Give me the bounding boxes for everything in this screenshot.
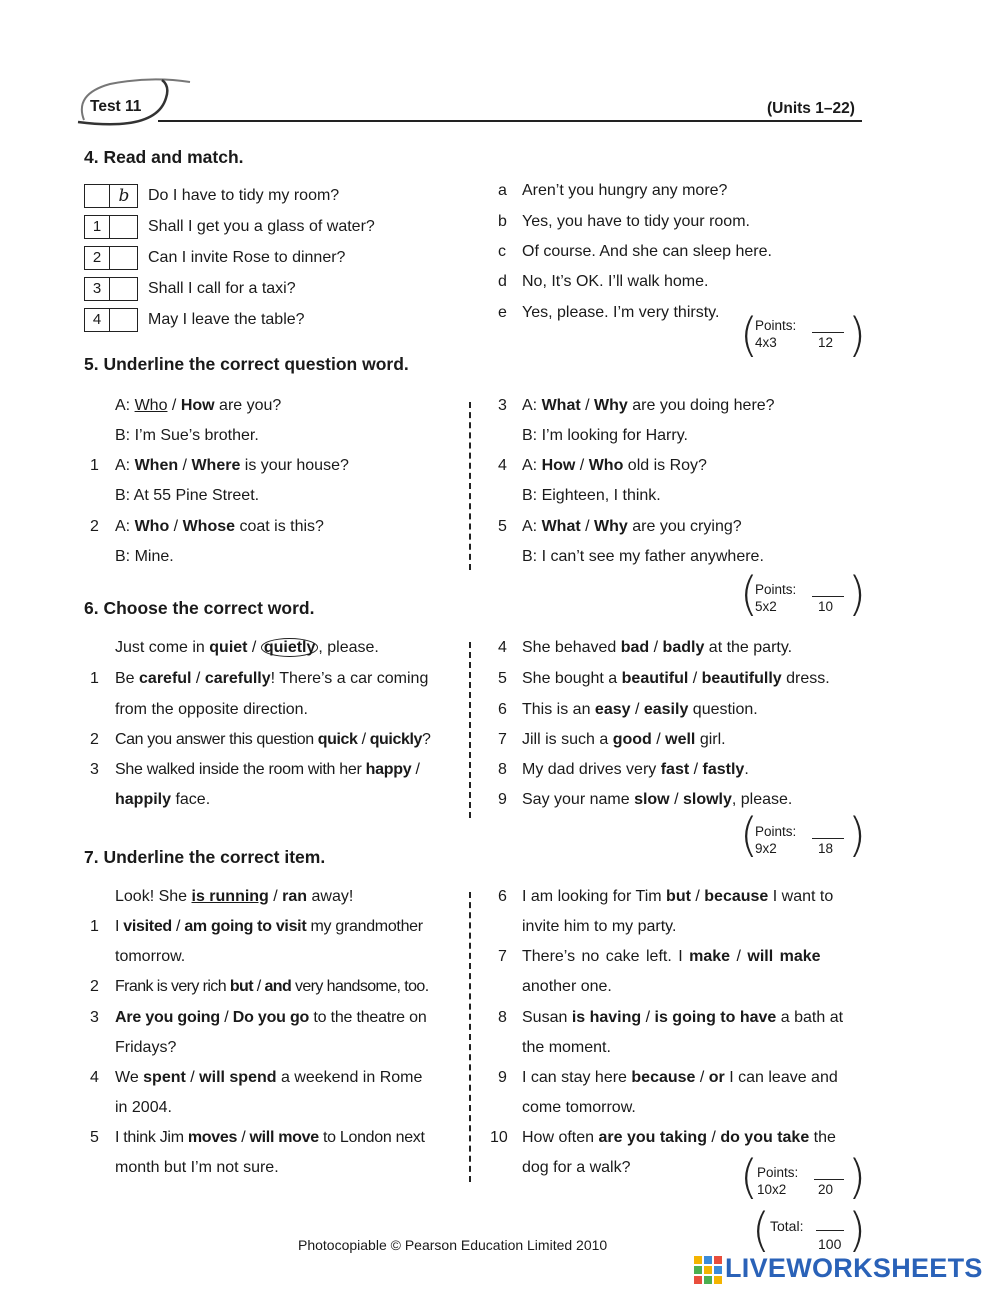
option[interactable]: beautifully bbox=[701, 670, 782, 687]
example-reply: B: I’m Sue’s brother. bbox=[115, 427, 259, 444]
item-number: 5 bbox=[90, 1129, 99, 1146]
item-number: 9 bbox=[498, 791, 507, 808]
question-line: A: When / Where is your house? bbox=[115, 457, 349, 474]
item-number: 1 bbox=[90, 670, 99, 687]
item-line-2: the moment. bbox=[522, 1039, 611, 1056]
item-line: Can you answer this question quick / quickly? bbox=[115, 731, 431, 748]
option[interactable]: will move bbox=[249, 1129, 319, 1146]
total-value: 100 bbox=[818, 1236, 842, 1252]
test-label: Test 11 bbox=[90, 98, 142, 115]
item-number: 7 bbox=[498, 731, 507, 748]
option[interactable]: Do you go bbox=[232, 1009, 310, 1026]
option[interactable]: and bbox=[264, 978, 292, 995]
option[interactable]: easily bbox=[643, 701, 689, 718]
option[interactable]: When bbox=[134, 457, 179, 474]
reply-line: B: Eighteen, I think. bbox=[522, 487, 661, 504]
option[interactable]: Where bbox=[191, 457, 241, 474]
question-number bbox=[85, 185, 109, 207]
option[interactable]: Who bbox=[588, 457, 624, 474]
points-total: 10 bbox=[818, 599, 834, 614]
example-line: Just come in quiet / quietly , please. bbox=[115, 639, 379, 656]
answer-letter: a bbox=[498, 182, 507, 199]
answer-letter: b bbox=[498, 213, 507, 230]
answer-text: Yes, you have to tidy your room. bbox=[522, 213, 750, 230]
item-line: She walked inside the room with her happy / bbox=[115, 761, 420, 778]
item-line: Frank is very rich but / and very handsome, too. bbox=[115, 978, 429, 995]
item-line: How often are you taking / do you take the bbox=[522, 1129, 836, 1146]
column-divider bbox=[469, 892, 471, 1182]
item-line-2: tomorrow. bbox=[115, 948, 186, 965]
option[interactable]: badly bbox=[662, 639, 705, 656]
option[interactable]: slow bbox=[634, 791, 670, 808]
answer-value bbox=[111, 247, 137, 269]
option[interactable]: but bbox=[229, 978, 253, 995]
item-number: 3 bbox=[498, 397, 507, 414]
points-label: Points: bbox=[755, 824, 797, 839]
points-calc: 4x3 bbox=[755, 335, 777, 350]
item-line: Susan is having / is going to have a bath at bbox=[522, 1009, 844, 1026]
item-line: Say your name slow / slowly, please. bbox=[522, 791, 793, 808]
question-text: Can I invite Rose to dinner? bbox=[148, 249, 346, 266]
points-calc: 5x2 bbox=[755, 599, 777, 614]
item-line: This is an easy / easily question. bbox=[522, 701, 758, 718]
option[interactable]: moves bbox=[187, 1129, 238, 1146]
option[interactable]: good bbox=[612, 731, 652, 748]
item-number: 2 bbox=[90, 731, 99, 748]
item-number: 1 bbox=[90, 457, 99, 474]
item-line: She behaved bad / badly at the party. bbox=[522, 639, 793, 656]
option[interactable]: Why bbox=[594, 518, 628, 535]
item-number: 5 bbox=[498, 518, 507, 535]
item-number: 1 bbox=[90, 918, 99, 935]
points-label: Points: bbox=[755, 582, 797, 597]
item-line-2: another one. bbox=[522, 978, 612, 995]
column-divider bbox=[469, 642, 471, 818]
item-line: Be careful / carefully! There’s a car coming bbox=[115, 670, 429, 687]
option[interactable]: because bbox=[704, 888, 769, 905]
section-title: 4. Read and match. bbox=[84, 147, 244, 167]
answer-text: Of course. And she can sleep here. bbox=[522, 243, 772, 260]
answer-value bbox=[111, 309, 137, 331]
option[interactable]: bad bbox=[620, 639, 650, 656]
answer-box[interactable] bbox=[84, 246, 138, 270]
question-text: Do I have to tidy my room? bbox=[148, 187, 340, 204]
option[interactable]: spent bbox=[143, 1069, 186, 1086]
item-line: Jill is such a good / well girl. bbox=[522, 731, 726, 748]
option[interactable]: happy bbox=[365, 761, 412, 778]
item-line: We spent / will spend a weekend in Rome bbox=[115, 1069, 423, 1086]
item-number: 2 bbox=[90, 978, 99, 995]
answer-text: Aren’t you hungry any more? bbox=[522, 182, 728, 199]
item-line: I am looking for Tim but / because I want to bbox=[522, 888, 834, 905]
reply-line: B: I can’t see my father anywhere. bbox=[522, 548, 764, 565]
item-line-2: happily face. bbox=[115, 791, 211, 808]
copyright: Photocopiable © Pearson Education Limited 2010 bbox=[298, 1237, 608, 1253]
item-line-2: dog for a walk? bbox=[522, 1159, 631, 1176]
option[interactable]: will spend bbox=[199, 1069, 277, 1086]
option[interactable]: make bbox=[689, 948, 731, 965]
option[interactable]: Why bbox=[594, 397, 628, 414]
item-line: She bought a beautiful / beautifully dress. bbox=[522, 670, 830, 687]
option[interactable]: Are you going bbox=[115, 1009, 220, 1026]
option[interactable]: Who bbox=[134, 518, 170, 535]
item-number: 4 bbox=[90, 1069, 99, 1086]
item-number: 3 bbox=[90, 1009, 99, 1026]
question-number: 4 bbox=[92, 311, 102, 328]
points-total: 12 bbox=[818, 335, 834, 350]
header-swoosh bbox=[70, 70, 870, 130]
units-label: (Units 1–22) bbox=[767, 100, 855, 117]
question-line: A: What / Why are you doing here? bbox=[522, 397, 775, 414]
points-calc: 9x2 bbox=[755, 841, 777, 856]
section-title: 6. Choose the correct word. bbox=[84, 598, 315, 618]
item-number: 4 bbox=[498, 457, 507, 474]
points-label: Points: bbox=[755, 318, 797, 333]
points-total: 18 bbox=[818, 841, 834, 856]
question-text: Shall I get you a glass of water? bbox=[148, 218, 375, 235]
answer-box[interactable] bbox=[84, 308, 138, 332]
option[interactable]: because bbox=[631, 1069, 696, 1086]
points-label: Points: bbox=[757, 1165, 799, 1180]
answer-box[interactable] bbox=[84, 215, 138, 239]
answer-letter: c bbox=[498, 243, 506, 260]
liveworksheets-grid-icon bbox=[694, 1256, 722, 1284]
column-divider bbox=[469, 402, 471, 570]
item-line-2: Fridays? bbox=[115, 1039, 177, 1056]
item-number: 10 bbox=[490, 1129, 508, 1146]
option[interactable]: beautiful bbox=[621, 670, 689, 687]
option[interactable]: What bbox=[541, 397, 581, 414]
item-line-2: in 2004. bbox=[115, 1099, 172, 1116]
answer-text: No, It’s OK. I’ll walk home. bbox=[522, 273, 709, 290]
item-line: My dad drives very fast / fastly. bbox=[522, 761, 749, 778]
option[interactable]: Whose bbox=[182, 518, 236, 535]
reply-line: B: Mine. bbox=[115, 548, 174, 565]
question-line: A: How / Who old is Roy? bbox=[522, 457, 707, 474]
item-number: 4 bbox=[498, 639, 507, 656]
item-number: 7 bbox=[498, 948, 507, 965]
item-line-2: from the opposite direction. bbox=[115, 701, 308, 718]
answer-text: Yes, please. I’m very thirsty. bbox=[522, 304, 720, 321]
brand-name: LIVEWORKSHEETS bbox=[725, 1253, 983, 1283]
question-number: 1 bbox=[92, 218, 102, 235]
option[interactable]: easy bbox=[594, 701, 631, 718]
item-number: 9 bbox=[498, 1069, 507, 1086]
option[interactable]: slowly bbox=[682, 791, 732, 808]
question-line: A: What / Why are you crying? bbox=[522, 518, 742, 535]
item-line: I can stay here because / or I can leave and bbox=[522, 1069, 838, 1086]
option[interactable]: is going to have bbox=[654, 1009, 777, 1026]
answer-value: b bbox=[118, 186, 130, 206]
option[interactable]: carefully bbox=[204, 670, 271, 687]
question-text: May I leave the table? bbox=[148, 311, 305, 328]
option[interactable]: quick bbox=[317, 731, 358, 748]
answer-letter: e bbox=[498, 304, 507, 321]
option[interactable]: will make bbox=[747, 948, 821, 965]
item-number: 2 bbox=[90, 518, 99, 535]
example-question: A: Who / How are you? bbox=[115, 397, 282, 414]
points-total: 20 bbox=[818, 1182, 834, 1197]
item-number: 6 bbox=[498, 888, 507, 905]
option[interactable]: or bbox=[708, 1069, 725, 1086]
item-line: There’s no cake left. I make / will make bbox=[522, 948, 821, 965]
item-line-2: come tomorrow. bbox=[522, 1099, 636, 1116]
question-line: A: Who / Whose coat is this? bbox=[115, 518, 324, 535]
option[interactable]: What bbox=[541, 518, 581, 535]
item-number: 8 bbox=[498, 761, 507, 778]
example-line: Look! She is running / ran away! bbox=[115, 888, 354, 905]
answer-value bbox=[111, 278, 137, 300]
answer-box[interactable] bbox=[84, 277, 138, 301]
item-line-2: month but I’m not sure. bbox=[115, 1159, 279, 1176]
reply-line: B: I’m looking for Harry. bbox=[522, 427, 688, 444]
option[interactable]: fastly bbox=[702, 761, 745, 778]
question-number: 2 bbox=[92, 249, 102, 266]
item-number: 6 bbox=[498, 701, 507, 718]
question-number: 3 bbox=[92, 280, 102, 297]
option[interactable]: well bbox=[665, 731, 696, 748]
item-line: I think Jim moves / will move to London next bbox=[115, 1129, 425, 1146]
option[interactable]: is having bbox=[571, 1009, 642, 1026]
item-number: 3 bbox=[90, 761, 99, 778]
option[interactable]: How bbox=[541, 457, 576, 474]
option[interactable]: fast bbox=[660, 761, 690, 778]
answer-value bbox=[111, 216, 137, 238]
answer-letter: d bbox=[498, 273, 507, 290]
points-calc: 10x2 bbox=[757, 1182, 787, 1197]
option[interactable]: quickly bbox=[369, 731, 423, 748]
item-number: 5 bbox=[498, 670, 507, 687]
option[interactable]: careful bbox=[139, 670, 192, 687]
reply-line: B: At 55 Pine Street. bbox=[115, 487, 260, 504]
option[interactable]: happily bbox=[115, 791, 172, 808]
item-line-2: invite him to my party. bbox=[522, 918, 677, 935]
option[interactable]: visited bbox=[123, 918, 172, 935]
answer-box[interactable] bbox=[84, 184, 138, 208]
item-line: I visited / am going to visit my grandmother bbox=[115, 918, 423, 935]
option[interactable]: do you take bbox=[720, 1129, 810, 1146]
option[interactable]: am going to visit bbox=[184, 918, 307, 935]
item-number: 8 bbox=[498, 1009, 507, 1026]
total-label: Total: bbox=[770, 1218, 804, 1234]
option[interactable]: but bbox=[666, 888, 691, 905]
question-text: Shall I call for a taxi? bbox=[148, 280, 296, 297]
section-title: 5. Underline the correct question word. bbox=[84, 354, 409, 374]
section-title: 7. Underline the correct item. bbox=[84, 847, 326, 867]
item-line: Are you going / Do you go to the theatre on bbox=[115, 1009, 427, 1026]
option[interactable]: are you taking bbox=[598, 1129, 707, 1146]
